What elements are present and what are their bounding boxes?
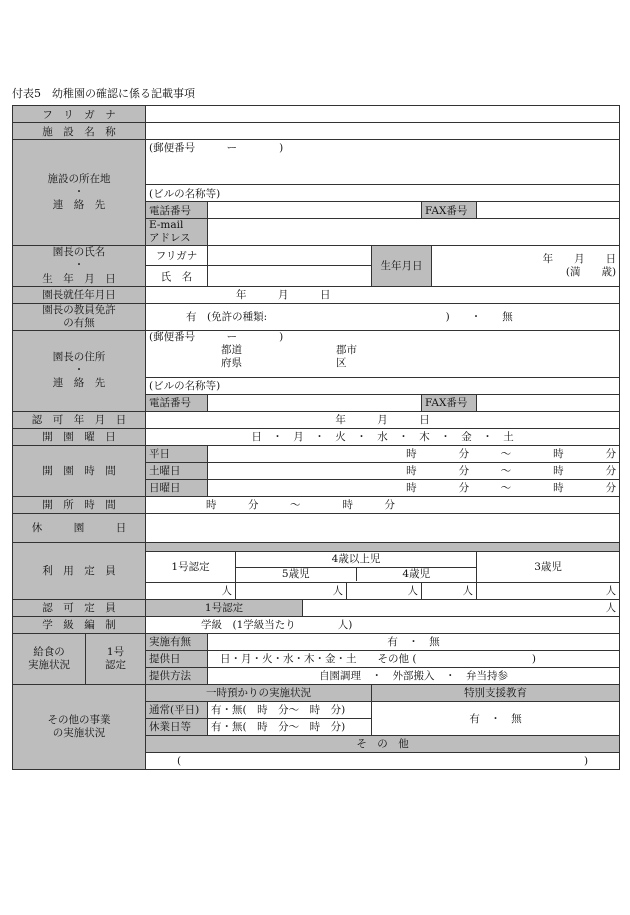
furigana-input[interactable]	[146, 106, 620, 123]
label-other: そ の 他	[146, 735, 620, 752]
row-office-hours	[13, 496, 620, 513]
postal-field[interactable]: (郵便番号 ー )	[146, 140, 620, 185]
birthdate-field[interactable]: 年 月 日 (満 歳)	[432, 246, 620, 286]
classes-field[interactable]: 学級 (1学級当たり 人)	[146, 616, 620, 633]
row-approved-cap	[13, 599, 620, 616]
label-office-hours: 開 所 時 間	[13, 496, 146, 513]
label-meal-method: 提供方法	[146, 667, 208, 684]
label-weekday: 通常(平日)	[146, 701, 208, 718]
row-address-1	[13, 330, 620, 377]
hours-sunday-field[interactable]: 時 分 ～ 時 分	[208, 479, 620, 496]
row-license	[13, 303, 620, 330]
label-facility-name: 施 設 名 称	[13, 123, 146, 140]
label-name-2: 氏 名	[146, 266, 208, 286]
meal-days-field[interactable]: 日・月・火・水・木・金・土 その他 ( )	[208, 650, 620, 667]
label-open-days: 開 園 曜 日	[13, 428, 146, 445]
row-furigana	[13, 106, 620, 123]
label-principal: 園長の氏名 ・ 生 年 月 日	[13, 246, 146, 286]
label-furigana-2: フリガナ	[146, 246, 208, 266]
label-classes: 学 級 編 制	[13, 616, 146, 633]
row-open-hours-1	[13, 445, 620, 462]
label-temp-care: 一時預かりの実施状況	[146, 684, 372, 701]
age4up-header: 4歳以上児 5歳児 4歳児	[236, 551, 477, 582]
label-tel: 電話番号	[146, 202, 208, 219]
cap-age3-input[interactable]: 人	[477, 582, 620, 599]
license-field[interactable]: 有 (免許の種類: ) ・ 無	[146, 303, 620, 330]
meal-exec-field[interactable]: 有 ・ 無	[208, 633, 620, 650]
label-approval: 認 可 年 月 日	[13, 411, 146, 428]
row-closed	[13, 513, 620, 542]
row-facility-name	[13, 123, 620, 140]
address-postal-field[interactable]: (郵便番号 ー ) 都道 郡市 府県 区	[146, 330, 620, 377]
label-age3: 3歳児	[477, 551, 620, 582]
label-email: E-mail アドレス	[146, 219, 208, 246]
label-address: 園長の住所 ・ 連 絡 先	[13, 330, 146, 411]
label-other-business: その他の事業 の実施状況	[13, 684, 146, 769]
address-tel-input[interactable]	[208, 394, 422, 411]
row-other-1	[13, 684, 620, 701]
label-special: 特別支援教育	[372, 684, 620, 701]
label-hours-sunday: 日曜日	[146, 479, 208, 496]
label-approved-cert: 1号認定	[146, 599, 303, 616]
row-location-1	[13, 140, 620, 185]
principal-furigana-input[interactable]	[208, 246, 372, 266]
open-days-field[interactable]: 日 ・ 月 ・ 火 ・ 水 ・ 木 ・ 金 ・ 土	[146, 428, 620, 445]
principal-name-input[interactable]	[208, 266, 372, 286]
label-birthdate: 生年月日	[372, 246, 432, 286]
label-address-tel: 電話番号	[146, 394, 208, 411]
office-hours-field[interactable]: 時 分 ～ 時 分	[146, 496, 620, 513]
approved-cap-input[interactable]: 人	[303, 599, 620, 616]
label-capacity: 利 用 定 員	[13, 542, 146, 599]
label-open-hours: 開 園 時 間	[13, 445, 146, 496]
address-fax-input[interactable]	[477, 394, 620, 411]
label-meal: 給食の 実施状況	[13, 633, 86, 684]
row-open-days	[13, 428, 620, 445]
capacity-header-band	[146, 542, 620, 551]
cap-age5-input[interactable]: 人	[347, 582, 422, 599]
row-classes	[13, 616, 620, 633]
row-capacity-1	[13, 542, 620, 551]
row-meal-1	[13, 633, 620, 650]
label-furigana: フ リ ガ ナ	[13, 106, 146, 123]
label-meal-days: 提供日	[146, 650, 208, 667]
label-meal-exec: 実施有無	[146, 633, 208, 650]
label-holiday: 休業日等	[146, 718, 208, 735]
email-input[interactable]	[208, 219, 620, 246]
care-holiday-field[interactable]: 有・無( 時 分～ 時 分)	[208, 718, 372, 735]
label-closed: 休 園 日	[13, 513, 146, 542]
appointed-field[interactable]: 年 月 日	[146, 286, 620, 303]
hours-saturday-field[interactable]: 時 分 ～ 時 分	[208, 462, 620, 479]
cap-age4-input[interactable]: 人	[422, 582, 477, 599]
fax-input[interactable]	[477, 202, 620, 219]
facility-form-table	[12, 105, 620, 770]
label-meal-cert: 1号 認定	[86, 633, 146, 684]
row-appointed	[13, 286, 620, 303]
label-license: 園長の教員免許 の有無	[13, 303, 146, 330]
address-building-field[interactable]: (ビルの名称等)	[146, 377, 620, 394]
label-cert1: 1号認定	[146, 551, 236, 582]
label-address-fax: FAX番号	[422, 394, 477, 411]
cap-age4up-input[interactable]: 人	[236, 582, 347, 599]
row-principal	[13, 246, 620, 266]
facility-name-input[interactable]	[146, 123, 620, 140]
tel-input[interactable]	[208, 202, 422, 219]
document-caption: 付表5 幼稚園の確認に係る記載事項	[12, 87, 195, 100]
cap-total-input[interactable]: 人	[146, 582, 236, 599]
care-weekday-field[interactable]: 有・無( 時 分～ 時 分)	[208, 701, 372, 718]
hours-weekday-field[interactable]: 時 分 ～ 時 分	[208, 445, 620, 462]
other-field[interactable]: ( )	[146, 752, 620, 769]
special-field[interactable]: 有 ・ 無	[372, 701, 620, 735]
label-approved-cap: 認 可 定 員	[13, 599, 146, 616]
label-hours-weekday: 平日	[146, 445, 208, 462]
row-approval	[13, 411, 620, 428]
building-field[interactable]: (ビルの名称等)	[146, 185, 620, 202]
approval-field[interactable]: 年 月 日	[146, 411, 620, 428]
label-appointed: 園長就任年月日	[13, 286, 146, 303]
closed-days-field[interactable]	[146, 513, 620, 542]
label-location: 施設の所在地 ・ 連 絡 先	[13, 140, 146, 246]
meal-method-field[interactable]: 自園調理 ・ 外部搬入 ・ 弁当持参	[208, 667, 620, 684]
label-hours-saturday: 土曜日	[146, 462, 208, 479]
label-fax: FAX番号	[422, 202, 477, 219]
